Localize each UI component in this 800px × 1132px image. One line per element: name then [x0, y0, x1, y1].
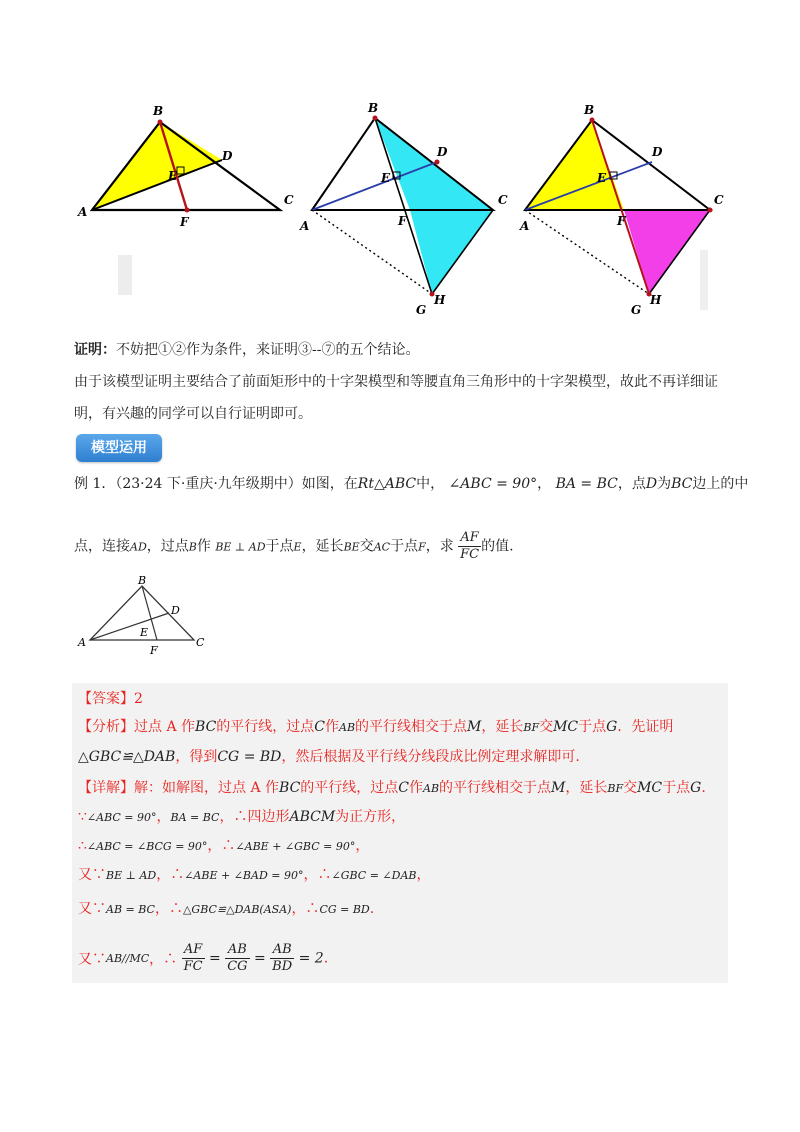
fig2-label-H: H: [434, 293, 446, 307]
section-badge-model-application: 模型运用: [76, 434, 162, 462]
example-text: ，: [537, 476, 552, 492]
example-triangle: Rt△ABC: [357, 476, 417, 492]
fig3-label-B: B: [584, 103, 595, 117]
detail-text: ，∴: [154, 901, 183, 917]
math-G: G: [690, 780, 702, 796]
detail-text: 于点: [662, 780, 691, 796]
detail-line-2: [78, 806, 405, 826]
fig2-label-D: D: [437, 145, 448, 159]
fig1-label-D: D: [222, 149, 233, 163]
fig2-cyan-region: [375, 118, 493, 294]
figure-1: [77, 104, 294, 229]
example-text: 边上的中: [692, 476, 749, 492]
because-symbol: ∵: [78, 809, 87, 825]
fig1-label-C: C: [284, 193, 294, 207]
detail-text: 作: [409, 780, 423, 796]
small-fig-label-B: B: [138, 574, 147, 587]
example-segment-BE: BE: [343, 540, 360, 554]
example-text: 作: [196, 538, 211, 555]
math-C: C: [398, 780, 409, 796]
math-G: G: [606, 719, 618, 735]
detail-text: ，∴: [303, 867, 332, 883]
detail-text: ，: [416, 867, 431, 883]
example-angle: ∠ABC = 90°: [448, 476, 538, 492]
answer-tag: 【答案】: [78, 691, 134, 707]
fig2-label-A: A: [300, 219, 310, 233]
detail-text: 为正方形，: [335, 809, 406, 825]
fig2-label-B: B: [368, 101, 379, 115]
analysis-line-2: [78, 746, 580, 766]
math-BE-perp-AD: BE ⊥ AD: [106, 869, 157, 882]
fig3-label-A: A: [520, 219, 530, 233]
math-angle-eq: ∠GBC = ∠DAB: [331, 869, 417, 882]
math-MC: MC: [637, 780, 663, 796]
example-text: 交: [359, 538, 374, 555]
example-fraction-AF-FC: $\frac{AF}{FC}$: [460, 530, 480, 562]
analysis-text: ．先证明: [617, 719, 674, 735]
math-congruence: △GBC≌△DAB: [78, 749, 176, 765]
fig3-magenta-region: [624, 210, 710, 294]
analysis-text: ，得到: [175, 749, 218, 765]
analysis-text: 于点: [578, 719, 607, 735]
example-text: 的值.: [481, 538, 514, 555]
therefore-symbol: ∴: [78, 838, 87, 854]
detail-text: ，∴: [156, 867, 185, 883]
math-congruence-asa: △GBC≌△DAB(ASA): [182, 903, 292, 916]
math-ABCM: ABCM: [289, 809, 336, 825]
detail-text: ，: [156, 809, 171, 825]
proof-line-2: 由于该模型证明主要结合了前面矩形中的十字架模型和等腰直角三角形中的十字架模型，故此不再详细证: [74, 374, 718, 390]
example-text: ，过点: [146, 538, 189, 555]
fraction-AB-CG: $\frac{AB}{CG}$: [227, 942, 248, 974]
detail-text: ，延长: [565, 780, 608, 796]
fig2-label-C: C: [498, 193, 508, 207]
detail-line-4: [78, 864, 430, 884]
fig2-label-E: E: [381, 171, 391, 185]
analysis-text: 的平行线，过点: [216, 719, 315, 735]
detail-line-6: [78, 942, 328, 975]
math-AB-parallel-MC: AB//MC: [106, 952, 150, 965]
analysis-text: 过点 A 作: [134, 719, 196, 735]
detail-text: 交: [623, 780, 638, 796]
fig1-yellow-region: [92, 122, 222, 210]
math-AB: AB: [339, 721, 356, 734]
fig1-label-E: E: [168, 169, 178, 183]
small-fig-label-A: A: [78, 636, 86, 649]
detail-text: 的平行线相交于点: [439, 780, 552, 796]
example-prefix: 例 1．（23·24 下·重庆·九年级期中）如图，在: [74, 476, 358, 492]
analysis-text: 的平行线相交于点: [355, 719, 468, 735]
analysis-text: ，延长: [481, 719, 524, 735]
example-equality: BA = BC: [555, 476, 618, 492]
small-fig-label-C: C: [196, 636, 205, 649]
detail-text: .: [369, 901, 375, 917]
example-segment-BC: BC: [671, 476, 693, 492]
detail-text: ，∴: [207, 838, 236, 854]
result-value: = 2: [298, 950, 324, 967]
answer-value: 2: [134, 691, 143, 707]
small-fig-label-E: E: [140, 626, 149, 639]
example-line-1: [74, 474, 748, 494]
fig3-label-G: G: [631, 303, 642, 317]
figure-3: [519, 103, 724, 317]
example-text: 于点: [265, 538, 294, 555]
detail-line-3: [78, 835, 369, 855]
example-point-F: F: [418, 540, 426, 554]
math-CG-BD: CG = BD: [217, 749, 282, 765]
detail-text: 解：如解图，过点 A 作: [134, 780, 280, 796]
proof-line-3: 明，有兴趣的同学可以自行证明即可。: [74, 406, 312, 422]
also-because-symbol: 又∵: [78, 951, 106, 968]
math-C: C: [314, 719, 325, 735]
example-perpendicular: BE ⊥ AD: [215, 540, 266, 554]
fig3-label-H: H: [650, 293, 662, 307]
example-text: 点，连接: [74, 538, 130, 555]
figure-2: [299, 101, 508, 317]
math-CG-BD: CG = BD: [319, 903, 370, 916]
example-text: ，求: [425, 538, 454, 555]
detail-text: ，∴: [149, 951, 178, 968]
small-fig-label-D: D: [171, 604, 180, 617]
detail-text: ，: [355, 838, 370, 854]
example-figure: [72, 574, 212, 660]
math-M: M: [551, 780, 566, 796]
analysis-line-1: [78, 716, 673, 736]
equals-sign: =: [253, 950, 266, 967]
fig2-label-G: G: [416, 303, 427, 317]
math-BA-BC: BA = BC: [170, 811, 220, 824]
also-because-symbol: 又∵: [78, 867, 106, 883]
example-line-2: [74, 530, 514, 563]
equals-sign: =: [209, 950, 221, 967]
example-point-B: B: [188, 540, 197, 554]
proof-text-1: 不妨把①②作为条件，来证明③--⑦的五个结论。: [116, 342, 420, 358]
small-fig-label-F: F: [150, 644, 158, 657]
example-segment-AD: AD: [130, 540, 147, 554]
fig3-label-E: E: [597, 171, 607, 185]
fig1-label-F: F: [180, 215, 189, 229]
analysis-text: 交: [539, 719, 554, 735]
proof-line-1: [74, 340, 419, 360]
math-BF: BF: [523, 721, 540, 734]
answer-line: [78, 688, 143, 708]
figure-strip: [0, 0, 800, 330]
math-angle-eq: ∠ABC = ∠BCG = 90°: [86, 840, 208, 853]
math-MC: MC: [553, 719, 579, 735]
example-text: ，点: [617, 476, 646, 492]
analysis-text: 作: [325, 719, 339, 735]
analysis-tag: 【分析】: [78, 719, 134, 735]
detail-text: .: [323, 950, 329, 967]
fig3-label-D: D: [652, 145, 663, 159]
math-angle-ABC: ∠ABC = 90°: [86, 811, 157, 824]
also-because-symbol: 又∵: [78, 901, 106, 917]
detail-tag: 【详解】: [78, 780, 134, 796]
example-text: ，延长: [301, 538, 344, 555]
math-AB: AB: [423, 782, 440, 795]
example-text: 为: [657, 476, 672, 492]
math-angle-sum: ∠ABE + ∠BAD = 90°: [184, 869, 304, 882]
fig2-label-F: F: [398, 214, 407, 228]
example-text: 于点: [390, 538, 419, 555]
fig1-label-B: B: [153, 104, 164, 118]
analysis-text: ，然后根据及平行线分线段成比例定理求解即可.: [281, 749, 580, 765]
math-BF: BF: [607, 782, 624, 795]
fig3-label-C: C: [714, 193, 724, 207]
detail-text: ，∴四边形: [219, 809, 290, 825]
detail-line-1: [78, 777, 706, 797]
fraction-AF-FC: $\frac{AF}{FC}$: [183, 942, 203, 974]
proof-label: 证明：: [74, 342, 116, 358]
detail-line-5: [78, 898, 374, 918]
fig1-label-A: A: [78, 205, 88, 219]
example-point-D: D: [645, 476, 658, 492]
example-text: 中，: [416, 476, 445, 492]
example-point-E: E: [293, 540, 302, 554]
detail-text: 的平行线，过点: [300, 780, 399, 796]
math-angle-sum: ∠ABE + ∠GBC = 90°: [235, 840, 356, 853]
math-BC: BC: [279, 780, 301, 796]
fraction-AB-BD: $\frac{AB}{BD}$: [272, 942, 293, 974]
math-BC: BC: [195, 719, 217, 735]
fig3-label-F: F: [617, 214, 626, 228]
detail-text: .: [701, 780, 706, 796]
math-M: M: [467, 719, 482, 735]
math-AB-BC: AB = BC: [106, 903, 155, 916]
example-segment-AC: AC: [373, 540, 391, 554]
detail-text: ，∴: [291, 901, 320, 917]
